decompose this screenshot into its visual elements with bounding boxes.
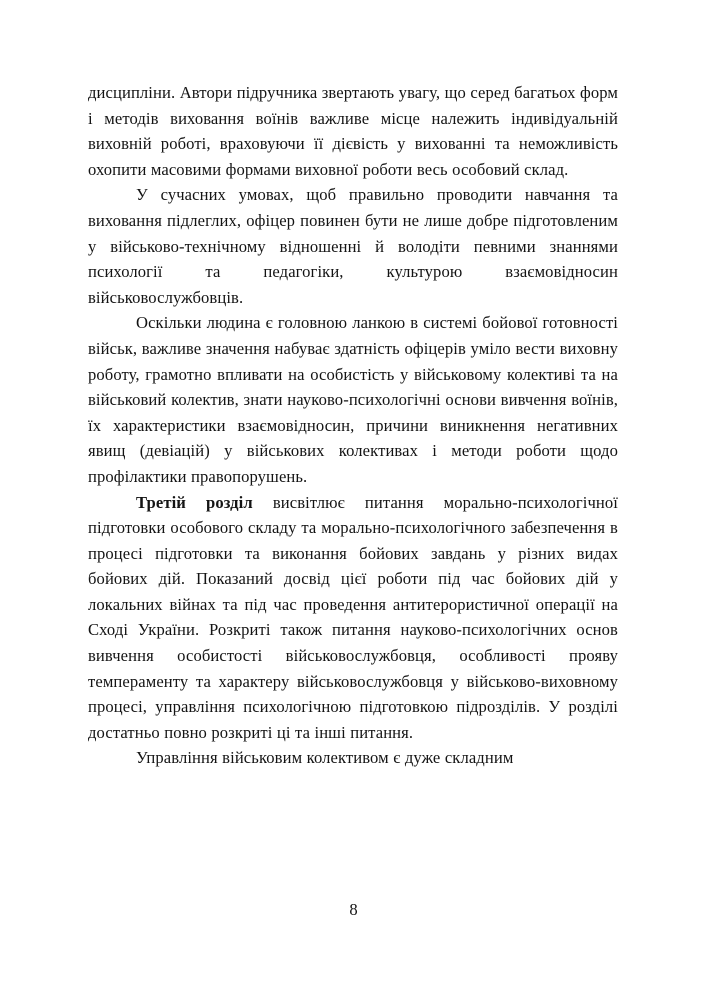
text-column [88, 80, 618, 771]
paragraph-3: Оскільки людина є головною ланкою в системі бойової готовності військ, важливе значення набуває здатність офіцерів уміло вести виховну роботу, грамотно впливати на особистість у військовому колективі та на військовий колектив, знати науково-психологічні основи вивчення воїнів, їх характеристики взаємовідносин, причини виникнення негативних явищ (девіацій) у військових колективах і методи роботи щодо профілактики правопорушень. [88, 313, 618, 486]
page-number: 8 [349, 900, 358, 919]
paragraph-1: дисципліни. Автори підручника звертають увагу, що серед багатьох форм і методів виховання воїнів важливе місце належить індивідуальній виховній роботі, враховуючи її дієвість у вихованні та неможливість охопити масовими формами виховної роботи весь особовий склад. [88, 83, 618, 179]
paragraph-4 [88, 490, 618, 746]
paragraph-4-body: висвітлює питання морально-психологічної підготовки особового складу та морально-психологічного забезпечення в процесі підготовки та виконання бойових завдань у різних видах бойових дій. Показаний досвід цієї роботи під час бойових дій у локальних війнах та під час проведення антитерористичної операції на Сході України. Розкриті також питання науково-психологічних основ вивчення особистості військовослужбовця, особливості прояву темпераменту та характеру військовослужбовця у військово-виховному процесі, управління психологічною підготовкою підрозділів. У розділі достатньо повно розкриті ці та інші питання. [88, 492, 618, 742]
paragraph-2: У сучасних умовах, щоб правильно проводити навчання та виховання підлеглих, офіцер повинен бути не лише добре підготовленим у військово-технічному відношенні й володіти певними знаннями психології та педагогіки, культурою взаємовідносин військовослужбовців. [88, 185, 618, 307]
paragraph-4-lead: Третій розділ [136, 492, 253, 512]
paragraph-5: Управління військовим колективом є дуже складним [136, 748, 514, 768]
